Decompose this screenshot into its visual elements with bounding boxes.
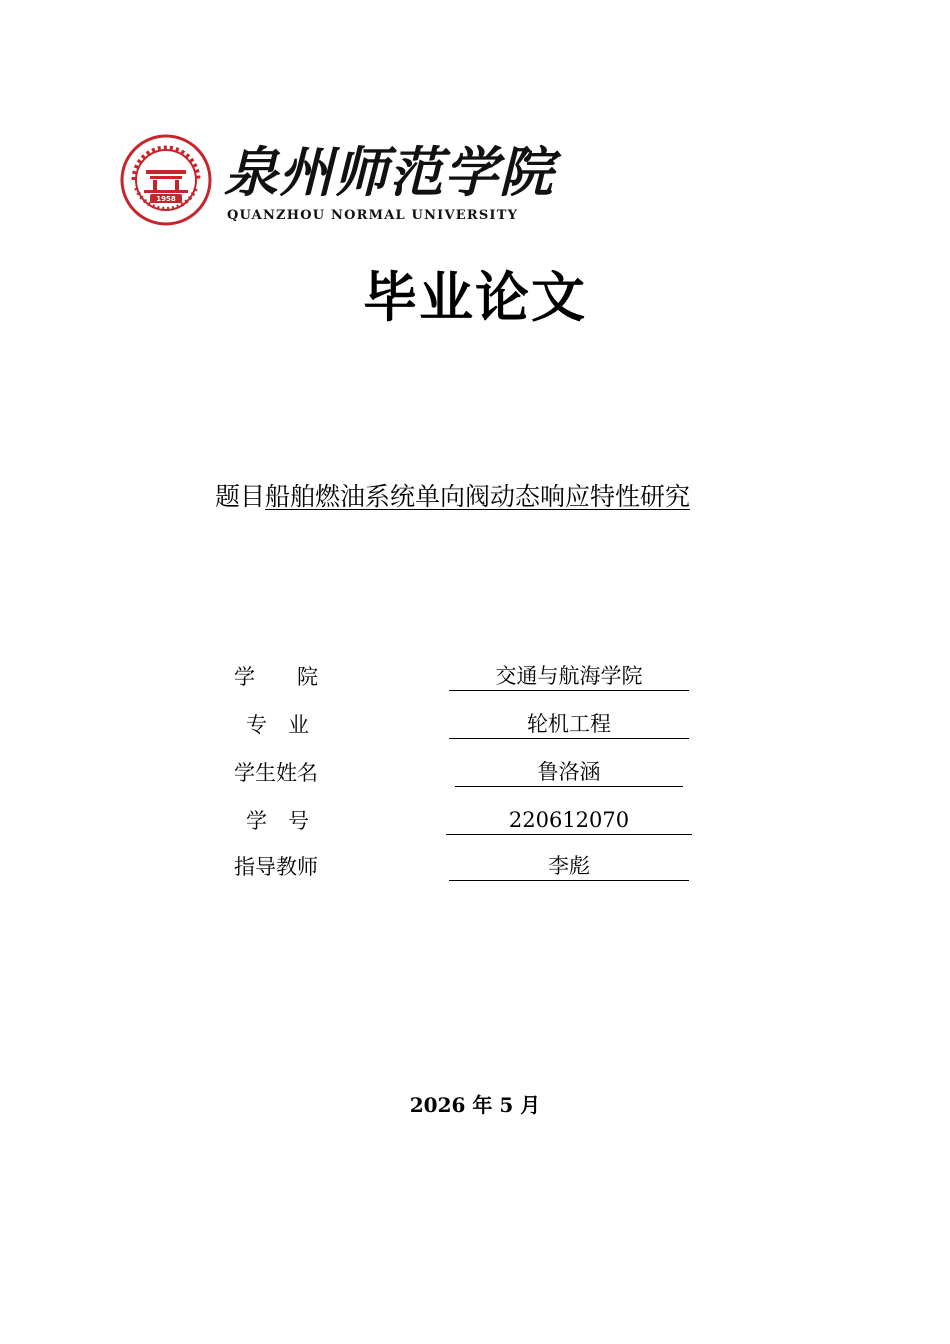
college-label: 学 院 <box>234 665 318 689</box>
advisor-label: 指导教师 <box>234 855 318 879</box>
student-id-label: 学 号 <box>246 809 309 833</box>
student-name-value: 鲁洛涵 <box>455 758 683 787</box>
university-name-cn: 泉州师范学院 <box>224 140 554 204</box>
university-name-en: QUANZHOU NORMAL UNIVERSITY <box>227 208 519 223</box>
submission-date: 2026 年 5 月 <box>409 1093 541 1117</box>
thesis-topic <box>215 478 690 516</box>
major-value: 轮机工程 <box>449 710 689 739</box>
document-title: 毕业论文 <box>363 266 587 329</box>
advisor-value: 李彪 <box>449 852 689 881</box>
student-name-label: 学生姓名 <box>234 761 318 785</box>
university-seal-icon <box>120 134 212 226</box>
seal-year: 1958 <box>156 195 176 203</box>
topic-label: 题目 <box>215 482 266 511</box>
topic-value: 船舶燃油系统单向阀动态响应特性研究 <box>265 482 691 511</box>
university-logo <box>120 132 554 228</box>
college-value: 交通与航海学院 <box>449 662 689 691</box>
student-id-value: 220612070 <box>446 806 692 835</box>
major-label: 专 业 <box>246 713 309 737</box>
